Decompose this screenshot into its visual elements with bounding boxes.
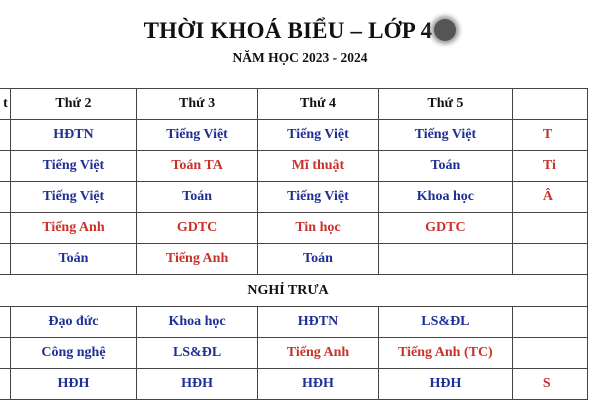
lesson-row [0, 151, 588, 182]
subject-cell-partial [512, 307, 587, 338]
subject-cell: Tiếng Việt [137, 120, 258, 151]
subject-cell: HĐH [258, 369, 379, 400]
header-cell-partial [512, 89, 587, 120]
lesson-row [0, 120, 588, 151]
header-cell-partial: t [0, 89, 10, 120]
subject-cell: HĐH [378, 369, 512, 400]
title-text: THỜI KHOÁ BIỂU – LỚP 4 [143, 18, 433, 43]
subject-cell: HĐTN [258, 307, 379, 338]
subject-cell: Tiếng Anh [137, 244, 258, 275]
subject-cell: LS&ĐL [378, 307, 512, 338]
period-cell [0, 307, 10, 338]
period-cell [0, 213, 10, 244]
school-year: NĂM HỌC 2023 - 2024 [232, 50, 368, 65]
lesson-row [0, 182, 588, 213]
period-cell [0, 151, 10, 182]
noon-break-row [0, 275, 588, 307]
subject-cell: Toán TA [137, 151, 258, 182]
subject-cell: HĐH [137, 369, 258, 400]
subject-cell: Tiếng Việt [258, 120, 379, 151]
subject-cell: Tiếng Việt [10, 182, 136, 213]
header-cell-day: Thứ 2 [10, 89, 136, 120]
lesson-row [0, 307, 588, 338]
subject-cell: GDTC [378, 213, 512, 244]
period-cell [0, 244, 10, 275]
header-row [0, 89, 588, 120]
subject-cell-partial [512, 244, 587, 275]
subject-cell: Tiếng Việt [258, 182, 379, 213]
period-cell [0, 338, 10, 369]
redacted-mark [434, 19, 456, 41]
subject-cell: Khoa học [378, 182, 512, 213]
subject-cell: GDTC [137, 213, 258, 244]
lesson-row [0, 213, 588, 244]
header-cell-day: Thứ 5 [378, 89, 512, 120]
lesson-row [0, 338, 588, 369]
subject-cell: Tin học [258, 213, 379, 244]
subject-cell: Khoa học [137, 307, 258, 338]
subject-cell: Tiếng Việt [10, 151, 136, 182]
subject-cell-partial [512, 213, 587, 244]
subject-cell-partial [512, 338, 587, 369]
period-cell [0, 120, 10, 151]
subject-cell: Toán [137, 182, 258, 213]
subject-cell: Tiếng Anh [258, 338, 379, 369]
subject-cell: Tiếng Anh (TC) [378, 338, 512, 369]
subject-cell: Công nghệ [10, 338, 136, 369]
subject-cell: HĐTN [10, 120, 136, 151]
subject-cell-partial: Â [512, 182, 587, 213]
subject-cell: LS&ĐL [137, 338, 258, 369]
subject-cell [378, 244, 512, 275]
subject-cell: Toán [378, 151, 512, 182]
subject-cell: HĐH [10, 369, 136, 400]
lesson-row [0, 244, 588, 275]
subject-cell-partial: S [512, 369, 587, 400]
header-cell-day: Thứ 3 [137, 89, 258, 120]
subject-cell-partial: T [512, 120, 587, 151]
period-cell [0, 182, 10, 213]
noon-break-label: NGHỈ TRƯA [0, 275, 588, 307]
header-cell-day: Thứ 4 [258, 89, 379, 120]
document-title [0, 18, 600, 44]
timetable [0, 88, 588, 400]
lesson-row [0, 369, 588, 400]
subject-cell: Tiếng Việt [378, 120, 512, 151]
period-cell [0, 369, 10, 400]
subject-cell: Đạo đức [10, 307, 136, 338]
subject-cell: Mĩ thuật [258, 151, 379, 182]
subject-cell-partial: Ti [512, 151, 587, 182]
subject-cell: Toán [258, 244, 379, 275]
subject-cell: Tiếng Anh [10, 213, 136, 244]
subject-cell: Toán [10, 244, 136, 275]
